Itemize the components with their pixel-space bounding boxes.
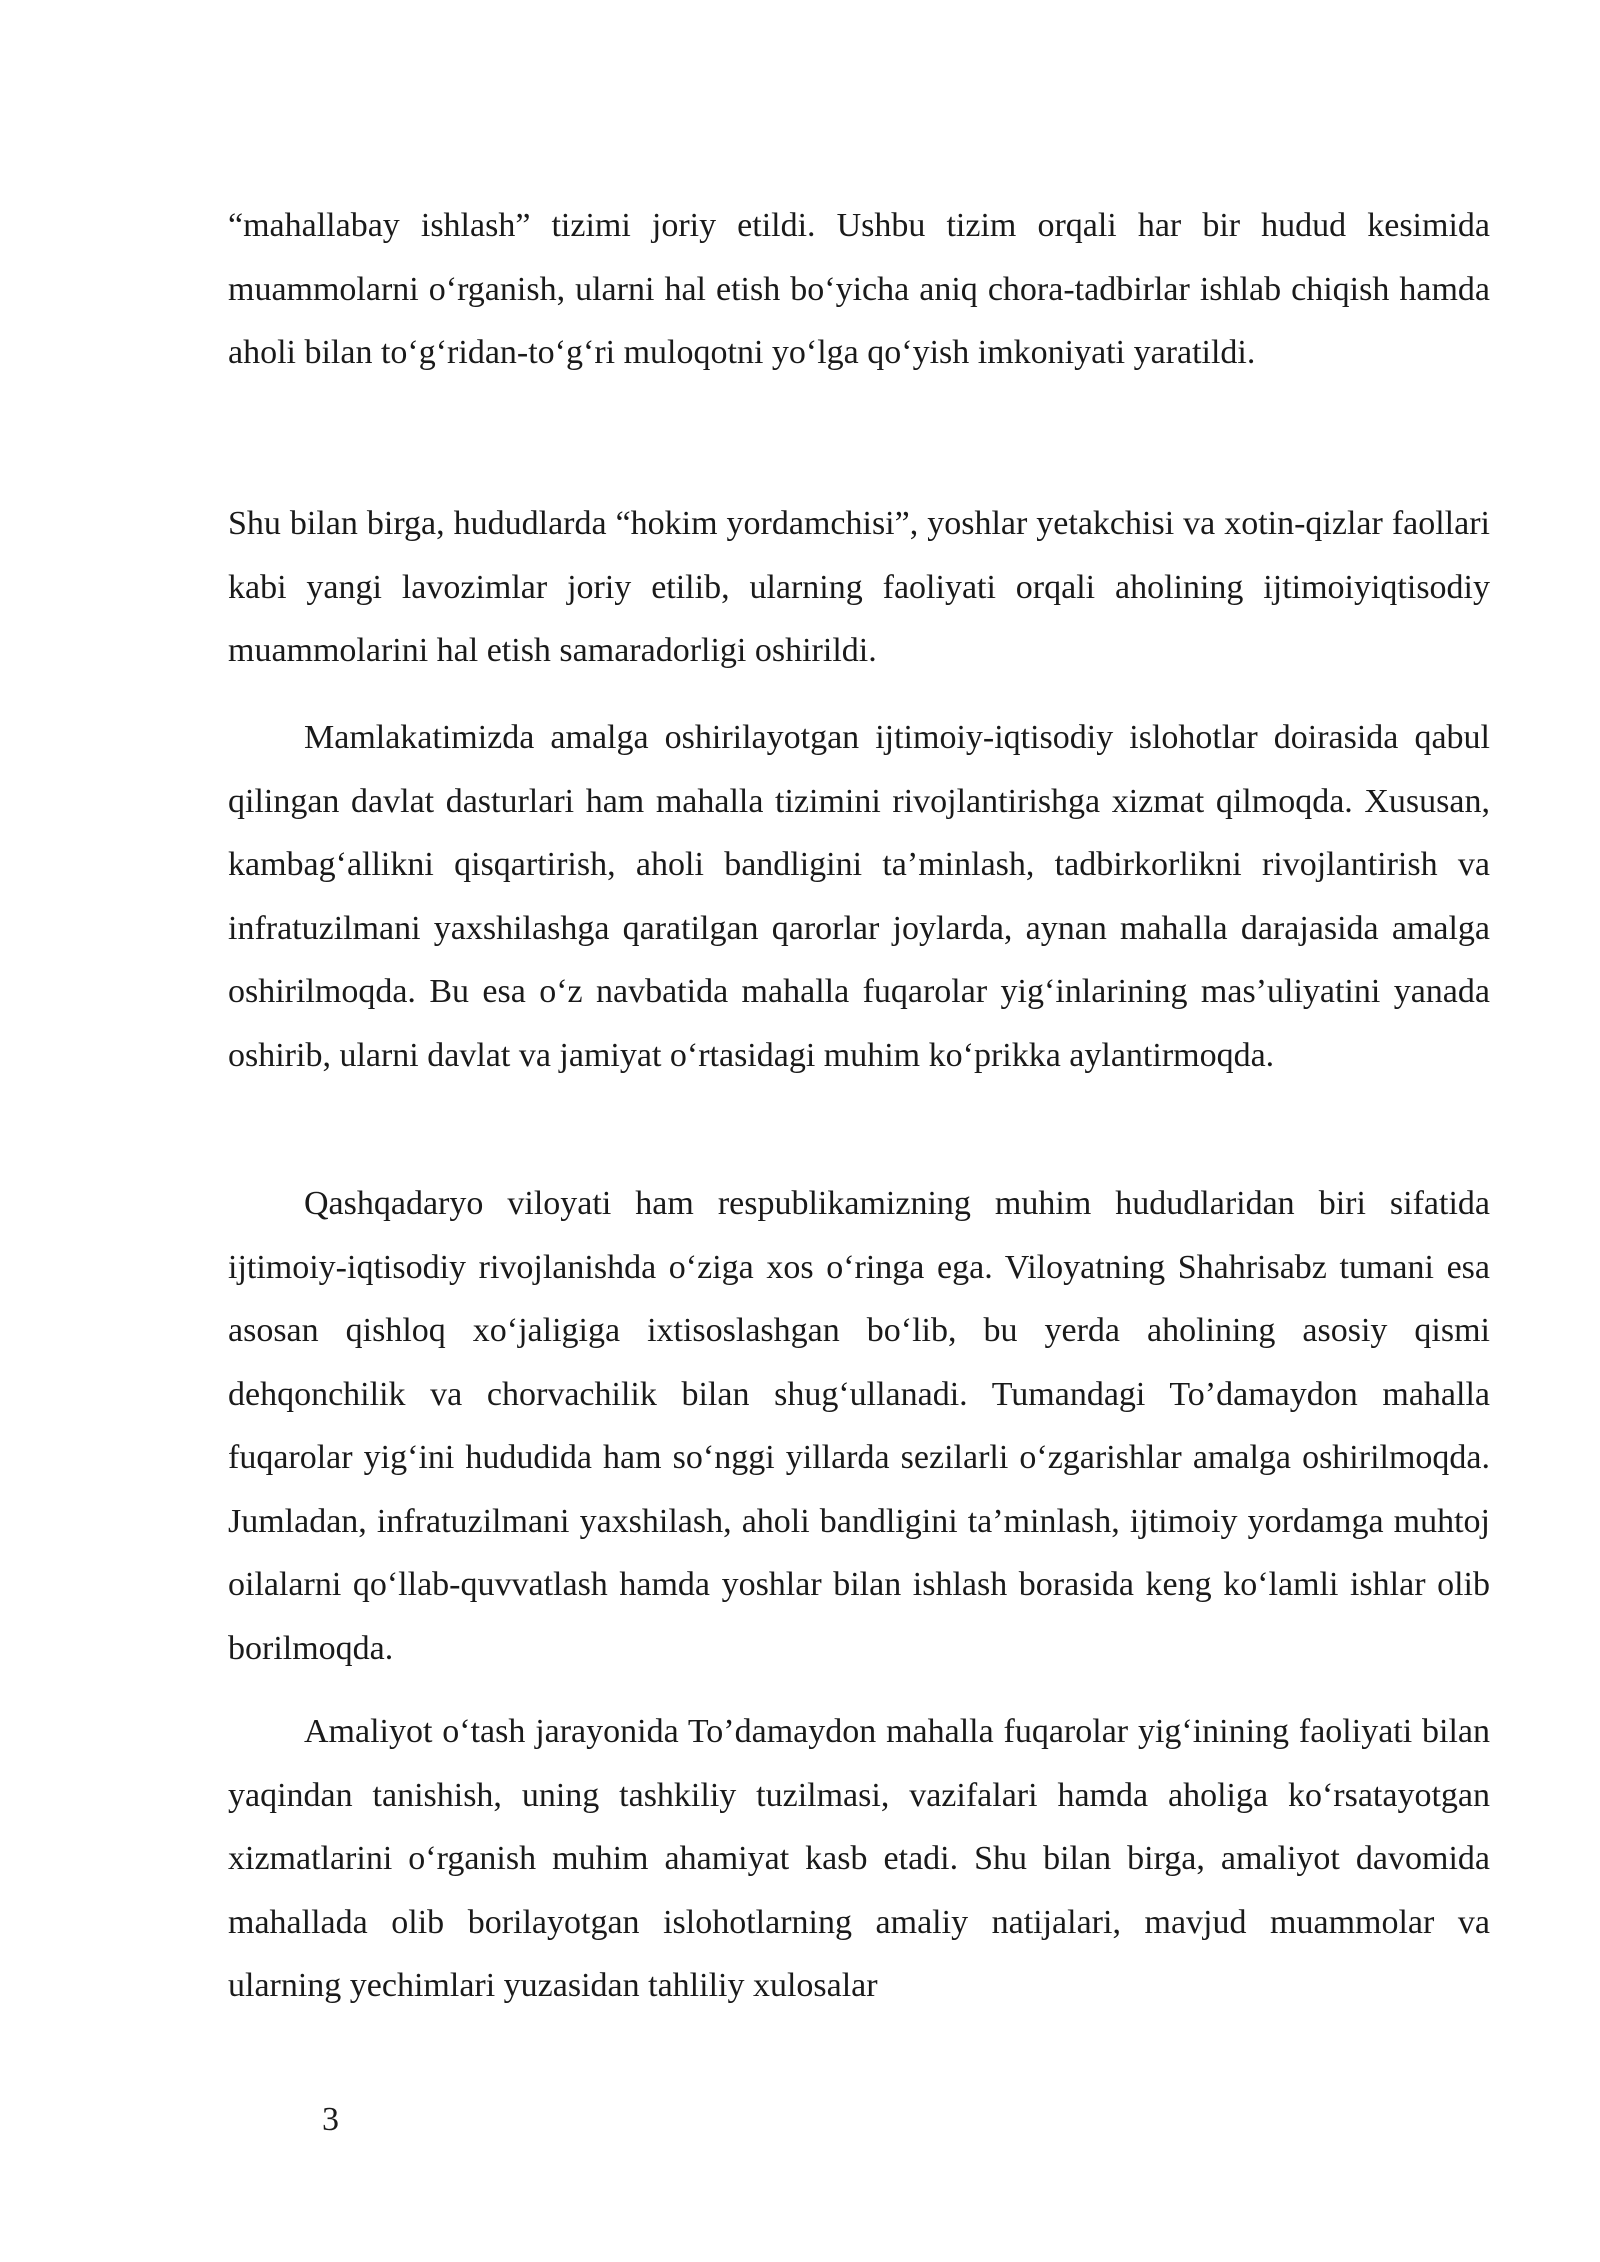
paragraph-2: Shu bilan birga, hududlarda “hokim yordamchisi”, yoshlar yetakchisi va xotin-qizlar faollari kabi yangi lavozimlar joriy etilib, ularning faoliyati orqali aholining ijtimoiyiqtisodiy muammolarini hal etish samaradorligi oshirildi.: [228, 505, 1490, 669]
page-number: 3: [322, 2101, 339, 2138]
paragraph-3: Mamlakatimizda amalga oshirilayotgan ijtimoiy-iqtisodiy islohotlar doirasida qabul qilingan davlat dasturlari ham mahalla tizimini rivojlantirishga xizmat qilmoqda. Xususan, kambag‘allikni qisqartirish, aholi bandligini ta’minlash, tadbirkorlikni rivojlantirish va infratuzilmani yaxshilashga qaratilgan qarorlar joylarda, aynan mahalla darajasida amalga oshirilmoqda. Bu esa o‘z navbatida mahalla fuqarolar yig‘inlarining mas’uliyatini yanada oshirib, ularni davlat va jamiyat o‘rtasidagi muhim ko‘prikka aylantirmoqda.: [228, 719, 1490, 1074]
paragraph-5: Amaliyot o‘tash jarayonida To’damaydon mahalla fuqarolar yig‘inining faoliyati bilan yaqindan tanishish, uning tashkiliy tuzilmasi, vazifalari hamda aholiga ko‘rsatayotgan xizmatlarini o‘rganish muhim ahamiyat kasb etadi. Shu bilan birga, amaliyot davomida mahallada olib borilayotgan islohotlarning amaliy natijalari, mavjud muammolar va ularning yechimlari yuzasidan tahliliy xulosalar: [228, 1713, 1490, 2004]
paragraph-1: “mahallabay ishlash” tizimi joriy etildi. Ushbu tizim orqali har bir hudud kesimida muammolarni o‘rganish, ularni hal etish bo‘yicha aniq chora-tadbirlar ishlab chiqish hamda aholi bilan to‘g‘ridan-to‘g‘ri muloqotni yo‘lga qo‘yish imkoniyati yaratildi.: [228, 207, 1490, 371]
paragraph-4: Qashqadaryo viloyati ham respublikamizning muhim hududlaridan biri sifatida ijtimoiy-iqtisodiy rivojlanishda o‘ziga xos o‘ringa ega. Viloyatning Shahrisabz tumani esa asosan qishloq xo‘jaligiga ixtisoslashgan bo‘lib, bu yerda aholining asosiy qismi dehqonchilik va chorvachilik bilan shug‘ullanadi. Tumandagi To’damaydon mahalla fuqarolar yig‘ini hududida ham so‘nggi yillarda sezilarli o‘zgarishlar amalga oshirilmoqda. Jumladan, infratuzilmani yaxshilash, aholi bandligini ta’minlash, ijtimoiy yordamga muhtoj oilalarni qo‘llab-quvvatlash hamda yoshlar bilan ishlash borasida keng ko‘lamli ishlar olib borilmoqda.: [228, 1185, 1490, 1667]
